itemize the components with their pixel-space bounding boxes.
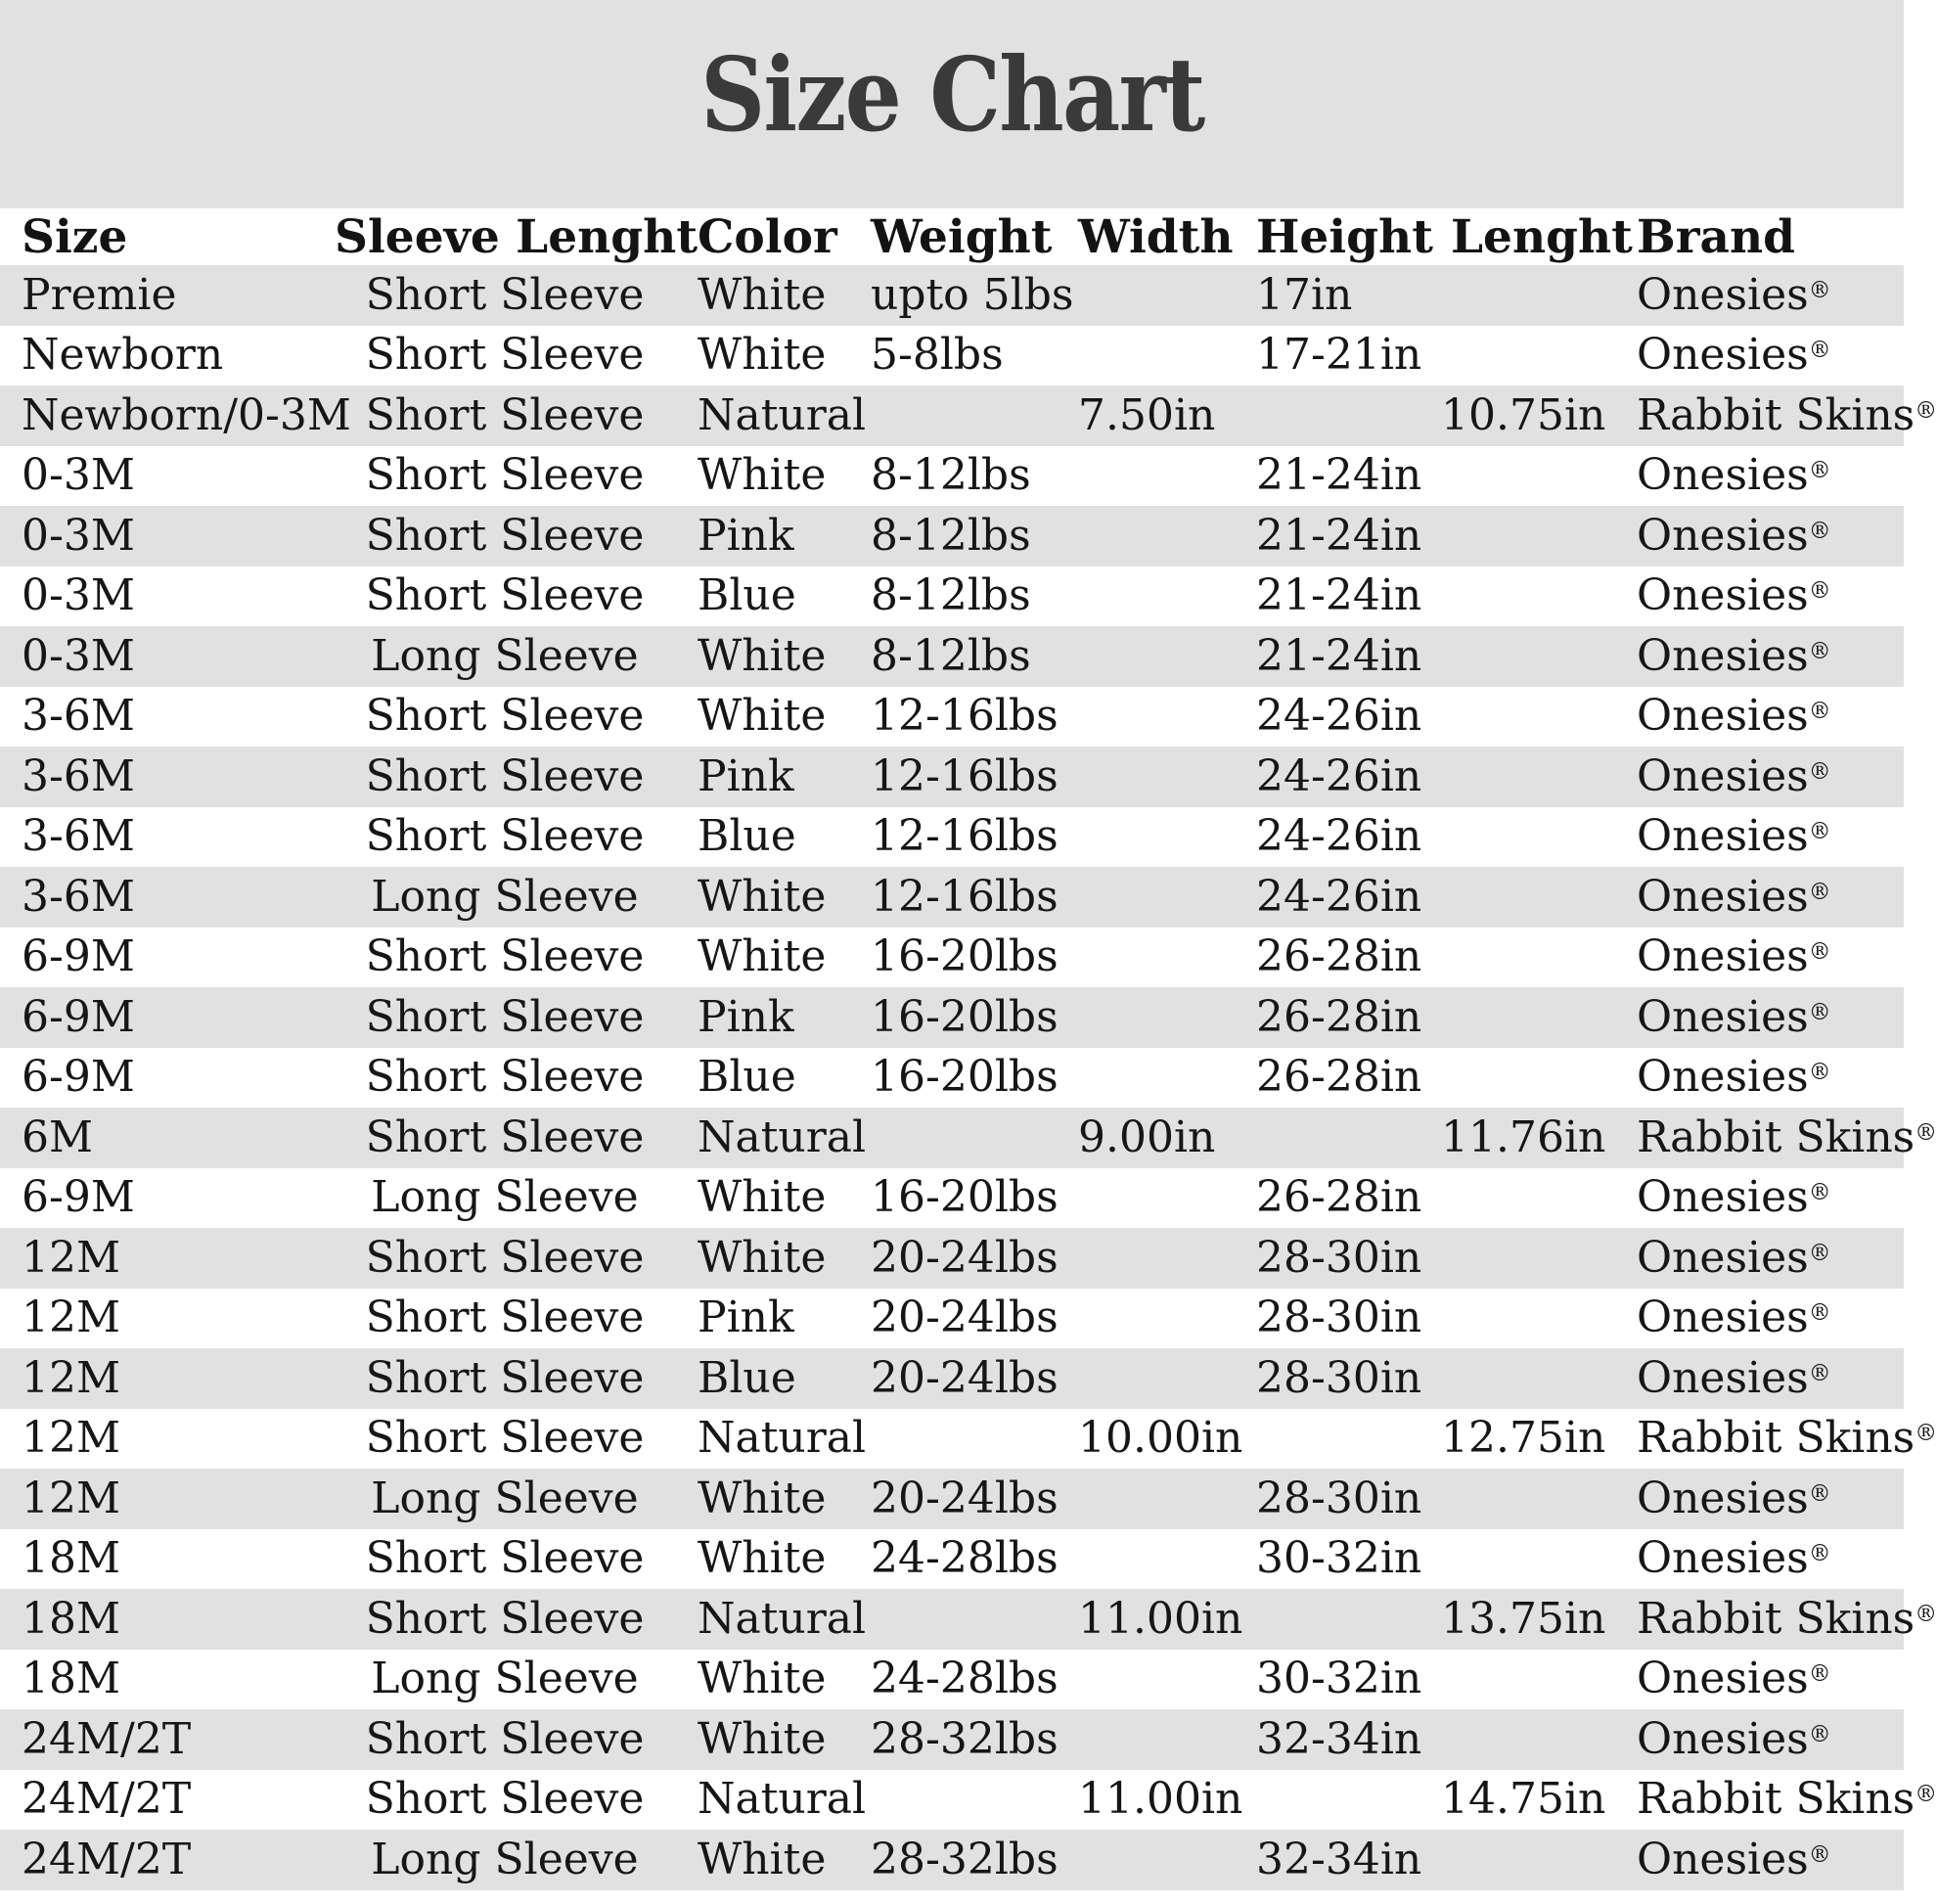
cell-size: 0-3M [22, 510, 135, 561]
table-body [0, 265, 1937, 1890]
cell-length [1438, 1830, 1635, 1890]
cell-height [1254, 1409, 1438, 1470]
cell-height: 21-24in [1256, 630, 1422, 681]
cell-sleeve: Short Sleeve [365, 450, 645, 501]
cell-brand: Onesies® [1637, 570, 1831, 621]
cell-weight: 16-20lbs [871, 1052, 1059, 1103]
registered-mark: ® [1808, 1480, 1831, 1507]
cell-brand: Onesies® [1637, 1654, 1831, 1704]
cell-width [1076, 626, 1254, 687]
table-row [0, 1108, 1904, 1168]
cell-length [1438, 1228, 1635, 1289]
cell-width [1076, 446, 1254, 507]
cell-color: White [698, 1713, 827, 1764]
cell-sleeve: Short Sleeve [365, 931, 645, 982]
cell-color: Blue [698, 570, 796, 621]
cell-length [1438, 1469, 1635, 1529]
cell-size: 12M [22, 1413, 121, 1464]
cell-color: Blue [698, 1052, 796, 1103]
table-header [0, 208, 1904, 265]
registered-mark: ® [1808, 819, 1831, 845]
cell-color: Blue [698, 1352, 796, 1403]
cell-size: Newborn/0-3M [22, 389, 351, 440]
cell-sleeve: Long Sleeve [371, 630, 639, 681]
cell-size: 3-6M [22, 691, 135, 742]
cell-sleeve: Short Sleeve [365, 330, 645, 381]
cell-length: 13.75in [1441, 1593, 1606, 1644]
cell-brand: Onesies® [1637, 450, 1831, 501]
table-row [0, 1409, 1904, 1470]
cell-sleeve: Short Sleeve [365, 1052, 645, 1103]
cell-brand: Rabbit Skins® [1637, 1111, 1937, 1162]
cell-size: 12M [22, 1473, 121, 1523]
cell-length [1438, 1048, 1635, 1109]
cell-length [1438, 1650, 1635, 1710]
registered-mark: ® [1808, 699, 1831, 725]
cell-weight [869, 1409, 1076, 1470]
cell-sleeve: Short Sleeve [365, 389, 645, 440]
table-row [0, 626, 1904, 687]
table-row [0, 987, 1904, 1048]
cell-sleeve: Short Sleeve [365, 1111, 645, 1162]
table-row [0, 1228, 1904, 1289]
cell-height: 28-30in [1256, 1232, 1422, 1283]
cell-length [1438, 987, 1635, 1048]
cell-length [1438, 506, 1635, 567]
cell-width [1076, 506, 1254, 567]
cell-sleeve: Short Sleeve [365, 811, 645, 862]
cell-brand: Onesies® [1637, 750, 1831, 801]
cell-brand: Onesies® [1637, 1713, 1831, 1764]
table-row [0, 1348, 1904, 1409]
registered-mark: ® [1808, 1721, 1831, 1747]
table-row [0, 1289, 1904, 1349]
header-length: Lenght [1451, 209, 1633, 264]
registered-mark: ® [1808, 1300, 1831, 1327]
registered-mark: ® [1808, 638, 1831, 664]
cell-sleeve: Long Sleeve [371, 1473, 639, 1523]
cell-brand: Onesies® [1637, 1533, 1831, 1584]
cell-color: White [698, 1232, 827, 1283]
cell-height: 30-32in [1256, 1654, 1422, 1704]
cell-height [1254, 385, 1438, 446]
table-row [0, 1048, 1904, 1109]
cell-height: 26-28in [1256, 991, 1422, 1042]
cell-height: 28-30in [1256, 1473, 1422, 1523]
cell-brand: Onesies® [1637, 691, 1831, 742]
cell-brand: Onesies® [1637, 510, 1831, 561]
cell-color: White [698, 1533, 827, 1584]
registered-mark: ® [1808, 1180, 1831, 1206]
cell-color: White [698, 450, 827, 501]
cell-sleeve: Long Sleeve [371, 1834, 639, 1884]
registered-mark: ® [1808, 879, 1831, 905]
cell-size: 24M/2T [22, 1834, 192, 1884]
registered-mark: ® [1808, 1060, 1831, 1086]
cell-color: White [698, 1834, 827, 1884]
cell-brand: Rabbit Skins® [1637, 389, 1937, 440]
cell-color: Natural [698, 1413, 867, 1464]
cell-color: Pink [698, 1292, 794, 1343]
cell-weight: 8-12lbs [871, 450, 1031, 501]
cell-height: 26-28in [1256, 931, 1422, 982]
title-band [0, 0, 1904, 208]
cell-length: 11.76in [1441, 1111, 1606, 1162]
cell-size: 6-9M [22, 1172, 135, 1223]
cell-size: Premie [22, 269, 177, 320]
cell-size: 6-9M [22, 1052, 135, 1103]
cell-height: 24-26in [1256, 750, 1422, 801]
cell-weight [869, 1770, 1076, 1831]
cell-sleeve: Short Sleeve [365, 269, 645, 320]
cell-length [1438, 687, 1635, 748]
table-row [0, 807, 1904, 868]
cell-size: Newborn [22, 330, 224, 381]
cell-weight: 20-24lbs [871, 1232, 1059, 1283]
table-row [0, 265, 1904, 326]
cell-brand: Onesies® [1637, 931, 1831, 982]
cell-brand: Onesies® [1637, 1292, 1831, 1343]
cell-size: 18M [22, 1593, 121, 1644]
cell-weight: 28-32lbs [871, 1713, 1059, 1764]
cell-width: 9.00in [1078, 1111, 1216, 1162]
cell-width [1076, 567, 1254, 627]
cell-width: 11.00in [1078, 1774, 1243, 1825]
cell-weight: 24-28lbs [871, 1654, 1059, 1704]
cell-height: 24-26in [1256, 691, 1422, 742]
table-row [0, 446, 1904, 507]
cell-brand: Onesies® [1637, 1232, 1831, 1283]
cell-sleeve: Short Sleeve [365, 510, 645, 561]
cell-brand: Onesies® [1637, 811, 1831, 862]
cell-length [1438, 446, 1635, 507]
cell-width [1076, 1348, 1254, 1409]
registered-mark: ® [1808, 1240, 1831, 1266]
table-row [0, 928, 1904, 988]
cell-brand: Onesies® [1637, 1834, 1831, 1884]
registered-mark: ® [1808, 1841, 1831, 1868]
cell-weight: 8-12lbs [871, 510, 1031, 561]
table-row [0, 506, 1904, 567]
cell-height: 28-30in [1256, 1292, 1422, 1343]
cell-sleeve: Short Sleeve [365, 750, 645, 801]
cell-length [1438, 626, 1635, 687]
cell-width [1076, 987, 1254, 1048]
cell-height [1254, 1108, 1438, 1168]
cell-height: 24-26in [1256, 871, 1422, 922]
cell-weight: 8-12lbs [871, 630, 1031, 681]
cell-sleeve: Long Sleeve [371, 1172, 639, 1223]
cell-weight [869, 1589, 1076, 1650]
cell-weight: 28-32lbs [871, 1834, 1059, 1884]
cell-weight: 20-24lbs [871, 1352, 1059, 1403]
cell-size: 24M/2T [22, 1774, 192, 1825]
cell-width [1076, 265, 1254, 326]
cell-weight: 20-24lbs [871, 1292, 1059, 1343]
cell-length [1438, 1348, 1635, 1409]
cell-length: 14.75in [1441, 1774, 1606, 1825]
cell-sleeve: Short Sleeve [365, 691, 645, 742]
cell-length [1438, 747, 1635, 807]
cell-width [1076, 747, 1254, 807]
cell-height: 26-28in [1256, 1052, 1422, 1103]
registered-mark: ® [1808, 758, 1831, 785]
cell-sleeve: Short Sleeve [365, 1292, 645, 1343]
cell-height [1254, 1589, 1438, 1650]
cell-height: 28-30in [1256, 1352, 1422, 1403]
cell-length [1438, 1709, 1635, 1770]
cell-brand: Onesies® [1637, 1172, 1831, 1223]
cell-brand: Rabbit Skins® [1637, 1593, 1937, 1644]
cell-size: 0-3M [22, 450, 135, 501]
cell-length [1438, 1529, 1635, 1590]
cell-brand: Onesies® [1637, 991, 1831, 1042]
cell-color: Natural [698, 389, 867, 440]
cell-width [1076, 807, 1254, 868]
registered-mark: ® [1808, 518, 1831, 544]
cell-width [1076, 1529, 1254, 1590]
cell-width [1076, 1228, 1254, 1289]
cell-color: Pink [698, 510, 794, 561]
cell-length [1438, 928, 1635, 988]
registered-mark: ® [1914, 397, 1937, 424]
cell-sleeve: Short Sleeve [365, 570, 645, 621]
cell-weight: 24-28lbs [871, 1533, 1059, 1584]
cell-color: White [698, 691, 827, 742]
cell-brand: Rabbit Skins® [1637, 1774, 1937, 1825]
cell-sleeve: Short Sleeve [365, 1232, 645, 1283]
cell-color: White [698, 269, 827, 320]
cell-width [1076, 1709, 1254, 1770]
cell-size: 12M [22, 1292, 121, 1343]
cell-size: 3-6M [22, 750, 135, 801]
cell-height: 30-32in [1256, 1533, 1422, 1584]
cell-size: 18M [22, 1533, 121, 1584]
cell-length [1438, 807, 1635, 868]
cell-height: 21-24in [1256, 570, 1422, 621]
table-row [0, 747, 1904, 807]
cell-weight: 8-12lbs [871, 570, 1031, 621]
cell-sleeve: Short Sleeve [365, 991, 645, 1042]
cell-width [1076, 687, 1254, 748]
cell-length [1438, 1289, 1635, 1349]
cell-height: 21-24in [1256, 510, 1422, 561]
cell-length [1438, 265, 1635, 326]
cell-height: 21-24in [1256, 450, 1422, 501]
table-row [0, 326, 1904, 386]
registered-mark: ® [1808, 277, 1831, 303]
cell-length [1438, 867, 1635, 928]
cell-weight: 16-20lbs [871, 931, 1059, 982]
header-row [0, 208, 1904, 265]
table-row [0, 687, 1904, 748]
cell-height: 17in [1256, 269, 1353, 320]
cell-weight [869, 1108, 1076, 1168]
cell-height [1254, 1770, 1438, 1831]
cell-weight: upto 5lbs [871, 269, 1074, 320]
cell-height: 32-34in [1256, 1834, 1422, 1884]
cell-width [1076, 1650, 1254, 1710]
cell-weight [869, 385, 1076, 446]
cell-weight: 16-20lbs [871, 991, 1059, 1042]
table-row [0, 1650, 1904, 1710]
cell-size: 6-9M [22, 931, 135, 982]
cell-brand: Onesies® [1637, 871, 1831, 922]
registered-mark: ® [1808, 1661, 1831, 1688]
cell-brand: Onesies® [1637, 269, 1831, 320]
cell-brand: Onesies® [1637, 1352, 1831, 1403]
cell-weight: 12-16lbs [871, 811, 1059, 862]
cell-size: 3-6M [22, 811, 135, 862]
table-row [0, 1469, 1904, 1529]
cell-color: White [698, 330, 827, 381]
cell-color: Natural [698, 1774, 867, 1825]
cell-color: Pink [698, 991, 794, 1042]
cell-weight: 5-8lbs [871, 330, 1004, 381]
cell-weight: 12-16lbs [871, 750, 1059, 801]
table-row [0, 567, 1904, 627]
cell-width [1076, 1168, 1254, 1229]
cell-brand: Onesies® [1637, 630, 1831, 681]
cell-color: Pink [698, 750, 794, 801]
cell-height: 24-26in [1256, 811, 1422, 862]
cell-weight: 12-16lbs [871, 871, 1059, 922]
header-width: Width [1078, 209, 1234, 264]
table-row [0, 867, 1904, 928]
cell-size: 12M [22, 1352, 121, 1403]
cell-color: Natural [698, 1111, 867, 1162]
registered-mark: ® [1808, 1360, 1831, 1386]
size-chart-table [0, 208, 1937, 1890]
cell-brand: Onesies® [1637, 1473, 1831, 1523]
cell-sleeve: Short Sleeve [365, 1713, 645, 1764]
cell-width [1076, 867, 1254, 928]
cell-color: White [698, 871, 827, 922]
registered-mark: ® [1808, 458, 1831, 484]
cell-size: 24M/2T [22, 1713, 192, 1764]
registered-mark: ® [1914, 1782, 1937, 1808]
cell-length [1438, 1168, 1635, 1229]
cell-width [1076, 1048, 1254, 1109]
cell-color: Natural [698, 1593, 867, 1644]
registered-mark: ® [1808, 578, 1831, 605]
cell-height: 26-28in [1256, 1172, 1422, 1223]
header-brand: Brand [1637, 209, 1795, 264]
cell-size: 6-9M [22, 991, 135, 1042]
cell-sleeve: Short Sleeve [365, 1413, 645, 1464]
cell-width [1076, 1469, 1254, 1529]
cell-color: White [698, 1473, 827, 1523]
cell-sleeve: Short Sleeve [365, 1593, 645, 1644]
table-row [0, 1168, 1904, 1229]
registered-mark: ® [1914, 1601, 1937, 1627]
cell-brand: Rabbit Skins® [1637, 1413, 1937, 1464]
cell-weight: 16-20lbs [871, 1172, 1059, 1223]
registered-mark: ® [1808, 1541, 1831, 1567]
cell-color: White [698, 931, 827, 982]
cell-color: White [698, 1654, 827, 1704]
header-color: Color [698, 209, 837, 264]
registered-mark: ® [1808, 338, 1831, 364]
table-row [0, 1589, 1904, 1650]
cell-length [1438, 326, 1635, 386]
cell-sleeve: Long Sleeve [371, 1654, 639, 1704]
registered-mark: ® [1914, 1119, 1937, 1146]
cell-width: 11.00in [1078, 1593, 1243, 1644]
cell-size: 18M [22, 1654, 121, 1704]
cell-width: 7.50in [1078, 389, 1216, 440]
table-row [0, 385, 1904, 446]
table-row [0, 1709, 1904, 1770]
table-row [0, 1529, 1904, 1590]
header-sleeve: Sleeve Lenght [335, 209, 698, 264]
cell-length: 12.75in [1441, 1413, 1606, 1464]
cell-weight: 12-16lbs [871, 691, 1059, 742]
cell-brand: Onesies® [1637, 330, 1831, 381]
cell-width [1076, 1289, 1254, 1349]
cell-sleeve: Short Sleeve [365, 1774, 645, 1825]
cell-color: Blue [698, 811, 796, 862]
cell-sleeve: Short Sleeve [365, 1352, 645, 1403]
cell-brand: Onesies® [1637, 1052, 1831, 1103]
table-row [0, 1830, 1904, 1890]
registered-mark: ® [1808, 939, 1831, 966]
cell-size: 3-6M [22, 871, 135, 922]
cell-size: 12M [22, 1232, 121, 1283]
cell-size: 0-3M [22, 570, 135, 621]
registered-mark: ® [1914, 1421, 1937, 1447]
cell-color: White [698, 1172, 827, 1223]
page-title: Size Chart [699, 34, 1204, 155]
cell-color: White [698, 630, 827, 681]
cell-sleeve: Long Sleeve [371, 871, 639, 922]
cell-sleeve: Short Sleeve [365, 1533, 645, 1584]
cell-width [1076, 326, 1254, 386]
cell-height: 17-21in [1256, 330, 1422, 381]
cell-size: 6M [22, 1111, 94, 1162]
cell-size: 0-3M [22, 630, 135, 681]
cell-width: 10.00in [1078, 1413, 1243, 1464]
header-height: Height [1256, 209, 1433, 264]
cell-weight: 20-24lbs [871, 1473, 1059, 1523]
cell-width [1076, 1830, 1254, 1890]
cell-height: 32-34in [1256, 1713, 1422, 1764]
registered-mark: ® [1808, 999, 1831, 1025]
header-weight: Weight [871, 209, 1053, 264]
cell-width [1076, 928, 1254, 988]
header-size: Size [22, 209, 128, 264]
table-row [0, 1770, 1904, 1831]
cell-length: 10.75in [1441, 389, 1606, 440]
cell-length [1438, 567, 1635, 627]
